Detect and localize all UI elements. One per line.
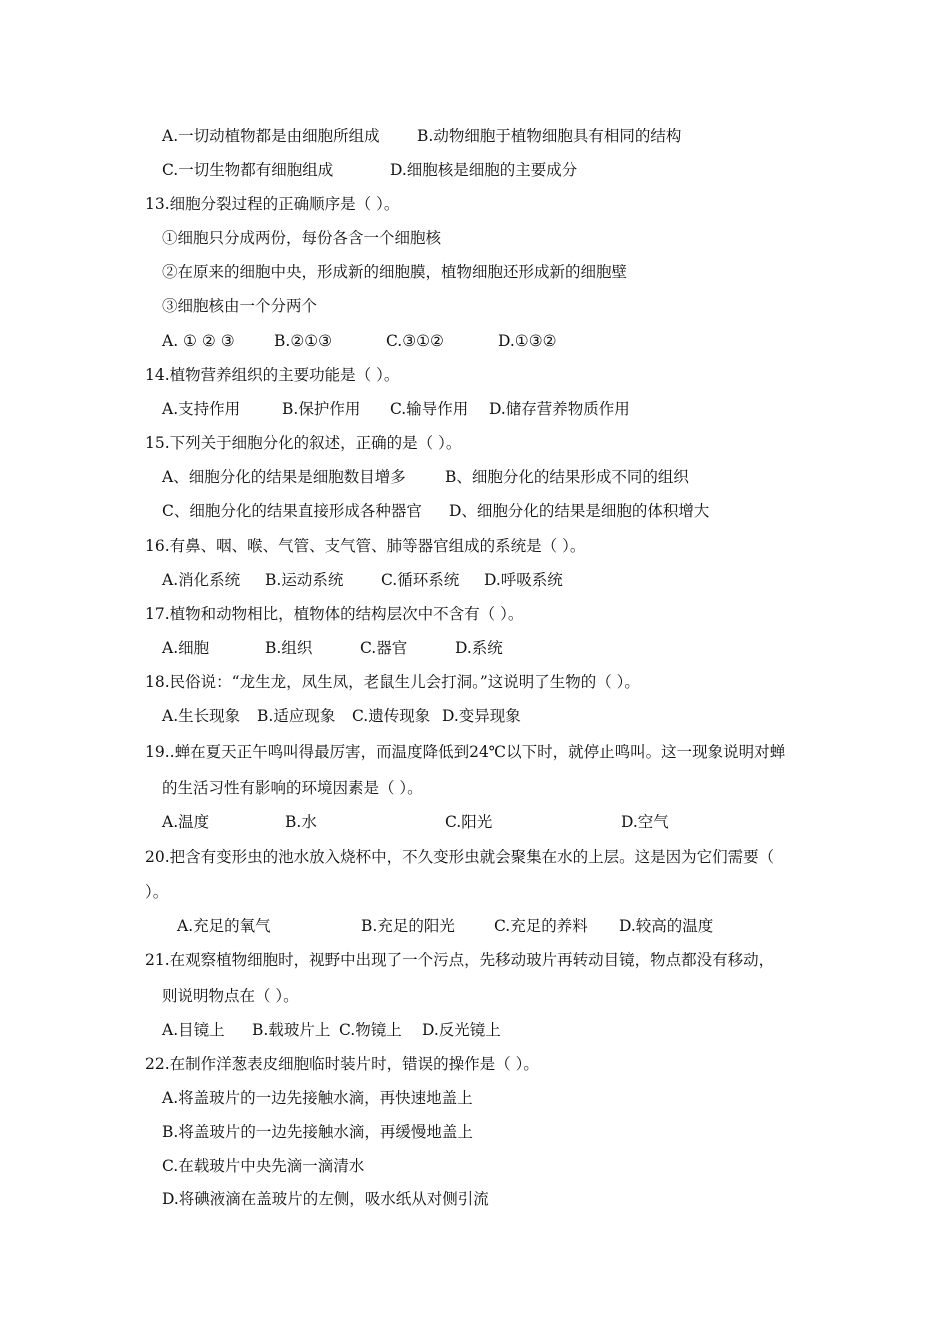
q15-options-row1: [162, 467, 689, 487]
q21-option-c: C.物镜上: [339, 1021, 402, 1039]
q20-option-c: C.充足的养料: [494, 917, 588, 935]
q15-option-b: B、细胞分化的结果形成不同的组织: [445, 468, 689, 486]
q19-option-b: B.水: [285, 813, 317, 831]
q18-option-a: A.生长现象: [162, 707, 241, 725]
q15-options-row2: [162, 501, 709, 521]
q16-option-d: D.呼吸系统: [484, 571, 563, 589]
q13-item-1: ①细胞只分成两份，每份各含一个细胞核: [162, 229, 442, 247]
q17-option-b: B.组织: [265, 639, 313, 657]
q19-stem-line1: 19..蝉在夏天正午鸣叫得最厉害，而温度降低到24℃以下时，就停止鸣叫。这一现象说明对蝉: [145, 743, 786, 761]
q16-option-b: B.运动系统: [265, 571, 344, 589]
q21-options: [162, 1020, 501, 1040]
q18-options: [162, 706, 521, 726]
q14-options: [162, 399, 630, 419]
q14-option-d: D.储存营养物质作用: [489, 400, 630, 418]
q13-option-d: D.①③②: [498, 332, 557, 350]
q13-item-2: ②在原来的细胞中央，形成新的细胞膜，植物细胞还形成新的细胞壁: [162, 263, 628, 281]
q16-options: [162, 570, 563, 590]
q18-stem: 18.民俗说：“龙生龙，凤生凤，老鼠生儿会打洞。”这说明了生物的（ ）。: [145, 673, 640, 691]
q14-option-a: A.支持作用: [162, 400, 241, 418]
q14-option-c: C.输导作用: [390, 400, 469, 418]
q12-option-d: D.细胞核是细胞的主要成分: [390, 161, 578, 179]
q15-option-d: D、细胞分化的结果是细胞的体积增大: [449, 502, 710, 520]
q18-option-c: C.遗传现象: [352, 707, 431, 725]
q16-option-c: C.循环系统: [381, 571, 460, 589]
q19-stem-line2: 的生活习性有影响的环境因素是（ ）。: [162, 779, 423, 797]
q12-options-row2: [162, 160, 577, 180]
q22-option-c: C.在载玻片中央先滴一滴清水: [162, 1157, 365, 1175]
q20-stem-line2: ）。: [145, 883, 169, 901]
q17-stem: 17.植物和动物相比，植物体的结构层次中不含有（ ）。: [145, 605, 524, 623]
q12-option-b: B.动物细胞于植物细胞具有相同的结构: [417, 127, 682, 145]
q22-option-d: D.将碘液滴在盖玻片的左侧，吸水纸从对侧引流: [162, 1190, 489, 1208]
q20-stem-line1: 20.把含有变形虫的池水放入烧杯中，不久变形虫就会聚集在水的上层。这是因为它们需要（: [145, 848, 775, 866]
q18-option-d: D.变异现象: [442, 707, 521, 725]
q13-option-b: B.②①③: [274, 332, 333, 350]
q17-option-a: A.细胞: [162, 639, 210, 657]
q19-option-d: D.空气: [621, 813, 669, 831]
q14-stem: 14.植物营养组织的主要功能是（ ）。: [145, 366, 400, 384]
q22-option-a: A.将盖玻片的一边先接触水滴，再快速地盖上: [162, 1089, 473, 1107]
q17-option-c: C.器官: [360, 639, 408, 657]
q18-option-b: B.适应现象: [257, 707, 336, 725]
q22-stem: 22.在制作洋葱表皮细胞临时装片时，错误的操作是（ ）。: [145, 1055, 539, 1073]
q17-option-d: D.系统: [455, 639, 503, 657]
q20-option-b: B.充足的阳光: [361, 917, 455, 935]
q19-options: [162, 812, 669, 832]
q20-options: [177, 916, 713, 936]
q20-option-a: A.充足的氧气: [177, 917, 271, 935]
q20-option-d: D.较高的温度: [619, 917, 714, 935]
q16-option-a: A.消化系统: [162, 571, 241, 589]
q21-stem-line2: 则说明物点在（ ）。: [162, 987, 299, 1005]
q17-options: [162, 638, 503, 658]
q13-option-c: C.③①②: [386, 332, 444, 350]
q13-stem: 13.细胞分裂过程的正确顺序是（ ）。: [145, 195, 400, 213]
q21-option-d: D.反光镜上: [422, 1021, 501, 1039]
q16-stem: 16.有鼻、咽、喉、气管、支气管、肺等器官组成的系统是（ ）。: [145, 537, 586, 555]
q21-option-a: A.目镜上: [162, 1021, 225, 1039]
q22-option-b: B.将盖玻片的一边先接触水滴，再缓慢地盖上: [162, 1123, 473, 1141]
q15-option-c: C、细胞分化的结果直接形成各种器官: [162, 502, 422, 520]
q21-option-b: B.载玻片上: [252, 1021, 331, 1039]
q14-option-b: B.保护作用: [282, 400, 361, 418]
q12-option-a: A.一切动植物都是由细胞所组成: [162, 127, 380, 145]
q12-option-c: C.一切生物都有细胞组成: [162, 161, 334, 179]
q13-options: [162, 331, 557, 351]
q15-stem: 15.下列关于细胞分化的叙述，正确的是（ ）。: [145, 434, 462, 452]
q15-option-a: A、细胞分化的结果是细胞数目增多: [162, 468, 406, 486]
q13-item-3: ③细胞核由一个分两个: [162, 297, 318, 315]
q21-stem-line1: 21.在观察植物细胞时，视野中出现了一个污点，先移动玻片再转动目镜，物点都没有移动，: [145, 951, 775, 969]
q12-options-row1: [162, 126, 681, 146]
q19-option-c: C.阳光: [445, 813, 493, 831]
q13-option-a: A. ① ② ③: [162, 332, 235, 350]
q19-option-a: A.温度: [162, 813, 210, 831]
